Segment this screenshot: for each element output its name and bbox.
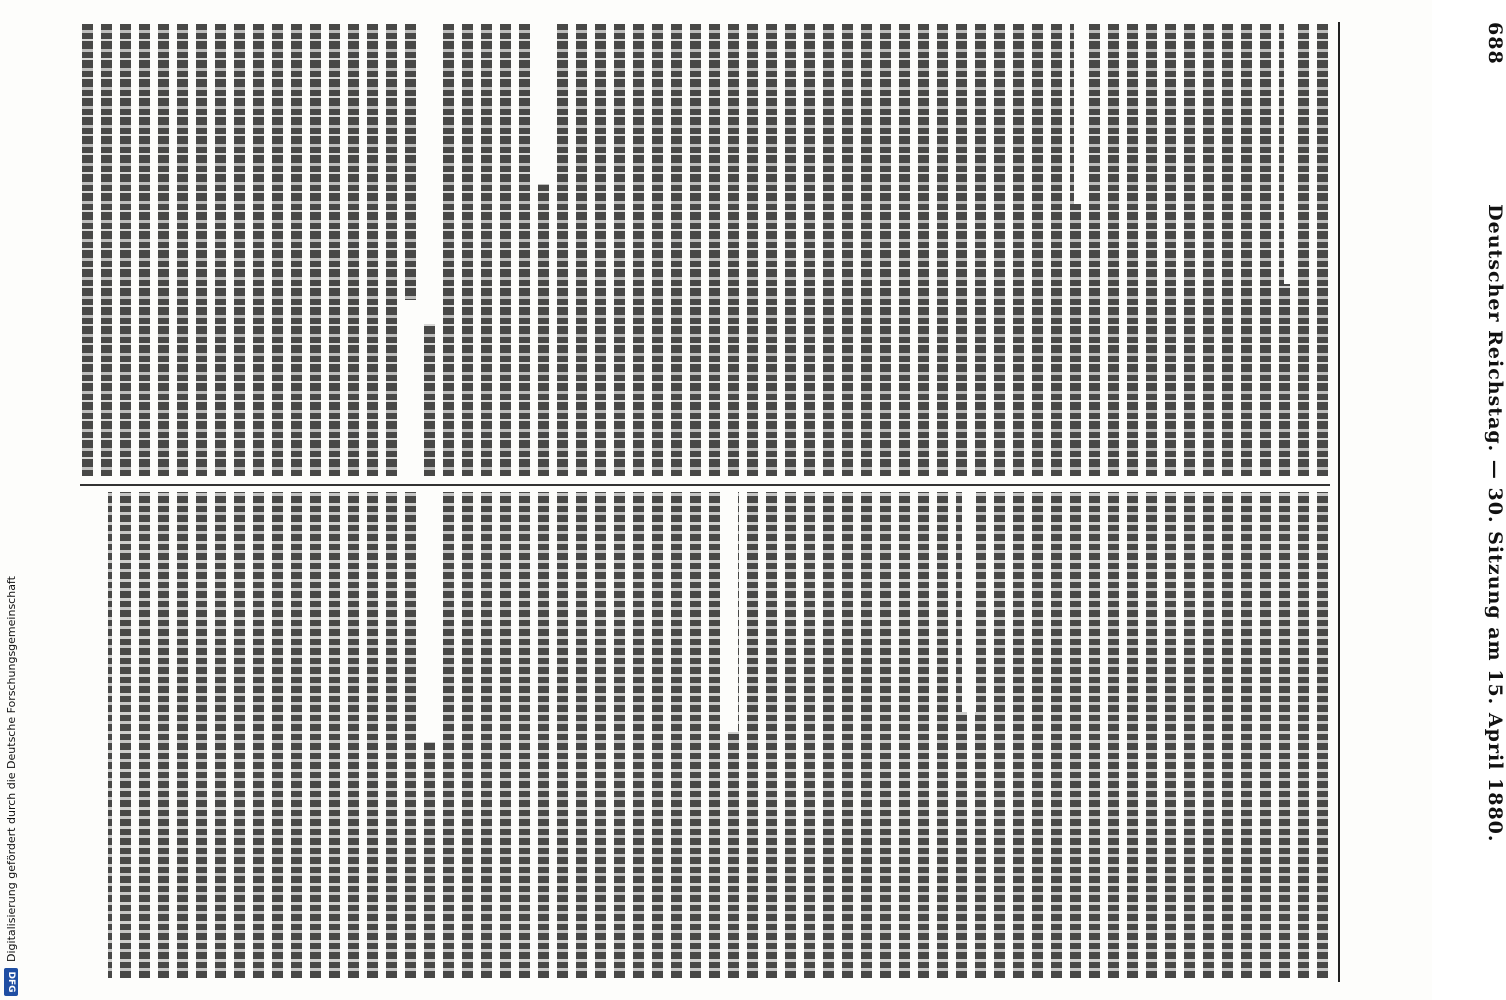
header-rule <box>1338 22 1340 982</box>
paragraph-gap <box>424 24 438 324</box>
digitization-note: Digitalisierung gefördert durch die Deutsche Forschungsgemeinschaft <box>4 576 18 962</box>
column-divider <box>80 484 1330 486</box>
paragraph-gap <box>962 492 976 712</box>
paragraph-gap <box>82 492 108 978</box>
digitization-footer <box>2 516 20 996</box>
running-head: Deutscher Reichstag. — 30. Sitzung am 15. April 1880. <box>1484 204 1506 843</box>
paragraph-gap <box>724 492 738 732</box>
text-column-upper <box>82 24 1332 476</box>
dfg-logo-icon: DFG <box>4 968 18 996</box>
page-number: 688 <box>1484 22 1506 65</box>
text-column-lower <box>82 492 1332 978</box>
paragraph-gap <box>1284 24 1298 284</box>
paragraph-gap <box>424 492 438 742</box>
paragraph-gap <box>404 300 418 476</box>
page-header <box>1484 22 1506 982</box>
paragraph-gap <box>1074 24 1088 204</box>
paragraph-gap <box>538 24 552 184</box>
